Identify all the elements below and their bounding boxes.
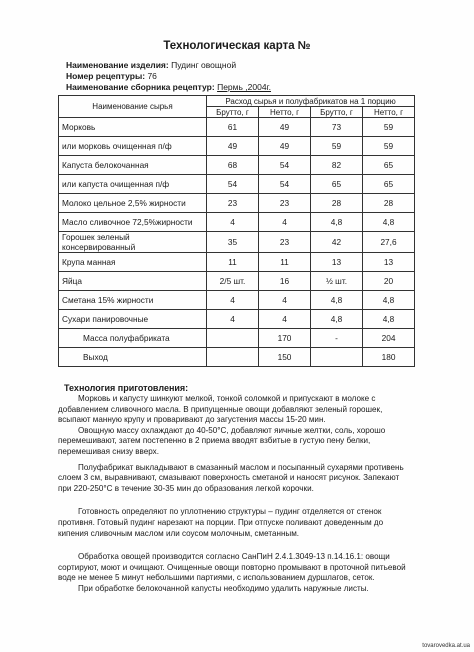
netto-2-cell: 65 bbox=[363, 156, 415, 175]
netto-2-cell: 180 bbox=[363, 348, 415, 367]
netto-2-cell: 4,8 bbox=[363, 213, 415, 232]
netto-1-cell: 49 bbox=[259, 118, 311, 137]
tech-paragraph: Морковь и капусту шинкуют мелкой, тонкой соломкой и припускают в молоке с добавлением сливочного масла. В припущенные овощи добавляют зеленый горошек, всыпают манную крупу и проваривают до загустения массы 15-20 мин. bbox=[58, 394, 383, 425]
netto-2-cell: 28 bbox=[363, 194, 415, 213]
tech-paragraph: При обработке белокочанной капусты необходимо удалить наружные листы. bbox=[78, 583, 369, 593]
brutto-1-cell bbox=[207, 348, 259, 367]
recipe-number-line bbox=[66, 71, 157, 82]
technology-title: Технология приготовления: bbox=[64, 383, 189, 393]
product-line bbox=[66, 60, 236, 71]
table-row bbox=[59, 291, 415, 310]
brutto-2-cell bbox=[311, 348, 363, 367]
brutto-1-cell: 68 bbox=[207, 156, 259, 175]
ingredient-name: Молоко цельное 2,5% жирности bbox=[59, 194, 207, 213]
brutto-2-cell: - bbox=[311, 329, 363, 348]
column-header-brutto-1: Брутто, г bbox=[207, 107, 259, 118]
ingredient-name: Масса полуфабриката bbox=[59, 329, 207, 348]
netto-2-cell: 65 bbox=[363, 175, 415, 194]
netto-2-cell: 59 bbox=[363, 137, 415, 156]
column-header-name: Наименование сырья bbox=[59, 96, 207, 118]
collection-value: Пермь ,2004г. bbox=[217, 82, 271, 92]
product-value: Пудинг овощной bbox=[171, 60, 237, 70]
brutto-2-cell: 4,8 bbox=[311, 310, 363, 329]
table-row bbox=[59, 137, 415, 156]
ingredient-name: Горошек зеленый консервированный bbox=[59, 232, 207, 253]
netto-2-cell: 13 bbox=[363, 253, 415, 272]
netto-1-cell: 54 bbox=[259, 156, 311, 175]
netto-1-cell: 4 bbox=[259, 213, 311, 232]
column-header-group: Расход сырья и полуфабрикатов на 1 порцию bbox=[207, 96, 415, 107]
table-row bbox=[59, 213, 415, 232]
brutto-1-cell: 11 bbox=[207, 253, 259, 272]
brutto-2-cell: 4,8 bbox=[311, 213, 363, 232]
ingredients-table bbox=[58, 95, 415, 367]
brutto-2-cell: 59 bbox=[311, 137, 363, 156]
netto-1-cell: 170 bbox=[259, 329, 311, 348]
ingredient-name: Сухари панировочные bbox=[59, 310, 207, 329]
brutto-2-cell: 13 bbox=[311, 253, 363, 272]
brutto-1-cell: 61 bbox=[207, 118, 259, 137]
brutto-1-cell: 23 bbox=[207, 194, 259, 213]
technology-text bbox=[58, 394, 410, 595]
tech-paragraph: Овощную массу охлаждают до 40-50°С, добавляют яичные желтки, соль, хорошо перемешивают, затем постепенно в 2 приема вводят взбитые в густую пену белки, перемешивая снизу вверх. bbox=[58, 425, 386, 456]
ingredient-name: или морковь очищенная п/ф bbox=[59, 137, 207, 156]
brutto-1-cell bbox=[207, 329, 259, 348]
brutto-2-cell: ½ шт. bbox=[311, 272, 363, 291]
tech-paragraph: Готовность определяют по уплотнению структуры – пудинг отделяется от стенок противня. Готовый пудинг нарезают на порции. При отпуске поливают доведенным до кипения сливочным маслом или соусом молочным, сметанным. bbox=[58, 507, 384, 538]
brutto-2-cell: 4,8 bbox=[311, 291, 363, 310]
column-header-brutto-2: Брутто, г bbox=[311, 107, 363, 118]
product-label: Наименование изделия: bbox=[66, 60, 169, 70]
brutto-2-cell: 28 bbox=[311, 194, 363, 213]
brutto-2-cell: 73 bbox=[311, 118, 363, 137]
ingredient-name: Яйца bbox=[59, 272, 207, 291]
table-row bbox=[59, 232, 415, 253]
brutto-1-cell: 2/5 шт. bbox=[207, 272, 259, 291]
netto-1-cell: 4 bbox=[259, 291, 311, 310]
netto-2-cell: 204 bbox=[363, 329, 415, 348]
brutto-1-cell: 54 bbox=[207, 175, 259, 194]
netto-2-cell: 4,8 bbox=[363, 310, 415, 329]
table-row bbox=[59, 253, 415, 272]
recipe-number-label: Номер рецептуры: bbox=[66, 71, 146, 81]
collection-label: Наименование сборника рецептур: bbox=[66, 82, 215, 92]
brutto-2-cell: 42 bbox=[311, 232, 363, 253]
table-row bbox=[59, 348, 415, 367]
brutto-1-cell: 4 bbox=[207, 291, 259, 310]
netto-2-cell: 20 bbox=[363, 272, 415, 291]
ingredient-name: Выход bbox=[59, 348, 207, 367]
column-header-netto-2: Нетто, г bbox=[363, 107, 415, 118]
ingredient-name: или капуста очищенная п/ф bbox=[59, 175, 207, 194]
column-header-netto-1: Нетто, г bbox=[259, 107, 311, 118]
brutto-2-cell: 65 bbox=[311, 175, 363, 194]
table-row bbox=[59, 118, 415, 137]
netto-2-cell: 27,6 bbox=[363, 232, 415, 253]
netto-1-cell: 11 bbox=[259, 253, 311, 272]
ingredient-name: Морковь bbox=[59, 118, 207, 137]
collection-line bbox=[66, 82, 271, 93]
netto-2-cell: 59 bbox=[363, 118, 415, 137]
netto-1-cell: 49 bbox=[259, 137, 311, 156]
tech-paragraph: Полуфабрикат выкладывают в смазанный маслом и посыпанный сухарями противень слоем 3 см, выравнивают, смазывают поверхность сметаной и наносят рисунок. Запекают при 220-250°С в течение 30-35 мин до образования легкой корочки. bbox=[58, 462, 404, 493]
netto-1-cell: 16 bbox=[259, 272, 311, 291]
table-row bbox=[59, 175, 415, 194]
table-row bbox=[59, 156, 415, 175]
recipe-number-value: 76 bbox=[147, 71, 157, 81]
ingredient-name: Крупа манная bbox=[59, 253, 207, 272]
document-title: Технологическая карта № bbox=[163, 40, 311, 52]
table-row bbox=[59, 194, 415, 213]
netto-1-cell: 4 bbox=[259, 310, 311, 329]
brutto-2-cell: 82 bbox=[311, 156, 363, 175]
table-row bbox=[59, 272, 415, 291]
brutto-1-cell: 35 bbox=[207, 232, 259, 253]
brutto-1-cell: 4 bbox=[207, 310, 259, 329]
ingredient-name: Сметана 15% жирности bbox=[59, 291, 207, 310]
table-row bbox=[59, 310, 415, 329]
brutto-1-cell: 4 bbox=[207, 213, 259, 232]
table-row bbox=[59, 329, 415, 348]
netto-2-cell: 4,8 bbox=[363, 291, 415, 310]
netto-1-cell: 23 bbox=[259, 232, 311, 253]
tech-paragraph: Обработка овощей производится согласно СанПиН 2.4.1.3049-13 п.14.16.1: овощи сортируют, моют и очищают. Очищенные овощи повторно промывают в проточной питьевой воде не менее 5 минут небольшими партиями, с использованием дуршлагов, сеток. bbox=[58, 552, 406, 583]
ingredient-name: Капуста белокочанная bbox=[59, 156, 207, 175]
netto-1-cell: 23 bbox=[259, 194, 311, 213]
netto-1-cell: 54 bbox=[259, 175, 311, 194]
ingredient-name: Масло сливочное 72,5%жирности bbox=[59, 213, 207, 232]
brutto-1-cell: 49 bbox=[207, 137, 259, 156]
netto-1-cell: 150 bbox=[259, 348, 311, 367]
footer-watermark: tovarovedka.at.ua bbox=[422, 643, 470, 649]
